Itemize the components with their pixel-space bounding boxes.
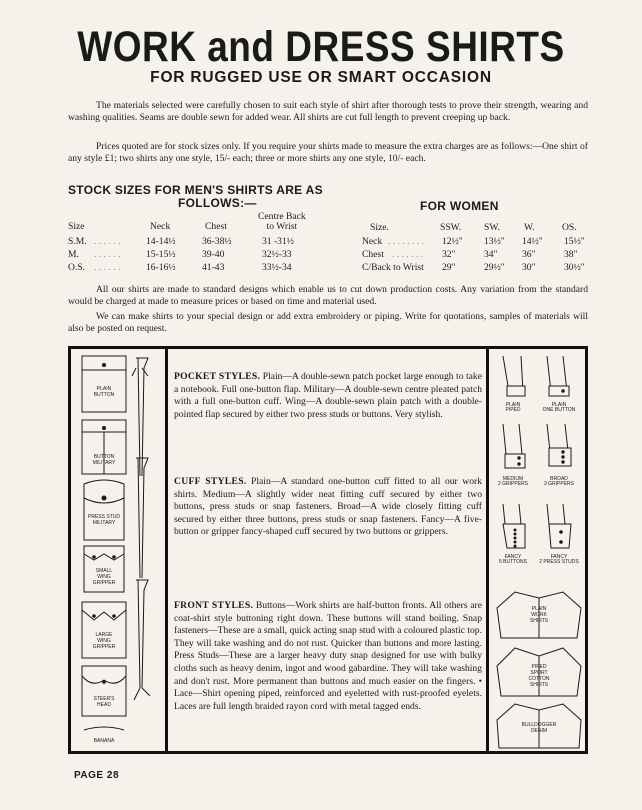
steers-head-pocket-drawing (82, 666, 126, 716)
label-small-wing-1: SMALL (95, 568, 113, 574)
intro-paragraph-2: Prices quoted are for stock sizes only. If you require your shirts made to measure the extra charges are as follows:—One shirt of any style £1; two shirts any one style, 15/- each; three or more shirts any one style, 10/- each. (68, 141, 588, 165)
note-special-design (68, 311, 588, 336)
women-row-chest-w: 36" (522, 249, 536, 260)
front-styles-title: FRONT STYLES. (174, 600, 254, 611)
women-row-neck-ssw: 12½" (442, 236, 463, 247)
women-col-sw: SW. (484, 222, 500, 233)
women-row-chest-label: Chest (362, 249, 384, 260)
pocket-styles-text: Plain—A double-sewn patch pocket large enough to take a notebook. Full one-button flap. Military—A double-sewn centre pleated patch with a full one-button cuff. Wing—A double-sewn plain patch with a double-pointed flap secured by either two press studs or buttons. Very stylish. (174, 371, 482, 420)
men-row-sm-size: S.M. (68, 236, 87, 247)
women-col-os: OS. (562, 222, 577, 233)
men-row-os-chest: 41-43 (202, 262, 225, 273)
plain-button-pocket-drawing (82, 356, 126, 412)
label-piped-sport-1: PIPED (531, 664, 547, 670)
men-heading-line-2: FOLLOWS:— (178, 196, 257, 210)
label-piped-sport-2: SPORT (530, 670, 548, 676)
label-bulldogger-2: DENIM (530, 728, 548, 734)
cuff-styles-section (174, 476, 482, 539)
label-steers-2: HEAD (97, 702, 111, 708)
women-col-size: Size. (370, 222, 389, 233)
men-row-m-neck: 15-15½ (146, 249, 176, 260)
label-plain-piped-1: PLAIN (505, 402, 521, 408)
men-row-sm-neck: 14-14½ (146, 236, 176, 247)
cuff-styles-title: CUFF STYLES. (174, 476, 247, 487)
women-row-neck-sw: 13½" (484, 236, 505, 247)
women-row-back-sw: 29½" (484, 262, 505, 273)
women-row-back-ssw: 29" (442, 262, 456, 273)
men-heading-line-1: STOCK SIZES FOR MEN'S SHIRTS ARE AS (68, 183, 323, 197)
women-size-table: Size. SSW. SW. W. OS. Neck . . . . . . . . 12½" 13½" 14½" 15½" Chest . . . . . . . 32" 34" 36" 38" C/Back to Wrist 29" 29½" 30" 30½" (362, 222, 585, 273)
women-sizes-heading: FOR WOMEN (420, 199, 499, 213)
women-row-chest-os: 38" (564, 249, 578, 260)
intro-materials (68, 100, 588, 125)
men-col-neck: Neck (150, 221, 171, 232)
women-row-neck-label: Neck (362, 236, 383, 247)
note-paragraph-2: We can make shirts to your special design or add extra embroidery or piping. Write for quotations, samples of materials will also be posted on request. (68, 311, 588, 335)
intro-prices (68, 141, 588, 166)
label-steers-1: STEER'S (93, 696, 115, 702)
label-press-stud-1: PRESS STUD (88, 514, 120, 520)
pocket-drawings (70, 348, 165, 752)
men-row-m-chest: 39-40 (202, 249, 225, 260)
men-col-size: Size (68, 221, 85, 232)
label-fancy5-2: 5 BUTTONS (499, 559, 527, 565)
women-row-back-w: 30" (522, 262, 536, 273)
label-small-wing-2: WING (97, 574, 111, 580)
label-plain-piped-2: PIPED (505, 407, 521, 413)
label-large-wing-3: GRIPPER (92, 644, 116, 650)
label-plain-one-button-2: ONE BUTTON (542, 407, 576, 413)
label-fancy2-1: FANCY (550, 554, 568, 560)
label-bulldogger-1: BULLDOGGER (521, 722, 557, 728)
intro-paragraph-1: The materials selected were carefully chosen to suit each style of shirt after thorough tests to prove their strength, wearing and washing qualities. Seams are double sewn for added wear. All shirts are cut full length to prevent creeping up back. (68, 100, 588, 124)
front-styles-section (174, 600, 482, 713)
label-button: BUTTON (93, 392, 115, 398)
cuff-styles-text: Plain—A standard one-button cuff fitted to all our work shirts. Medium—A slightly wider neat fitting cuff secured by either two buttons, press studs or snap fasteners. Broad—A wide closely fitting cuff secured by either three buttons, press studs or snap fasteners. Fancy—A five-button or gripper fancy-shaped cuff secured by two buttons or grippers. (174, 476, 482, 538)
banana-pocket-drawing (84, 727, 124, 730)
press-stud-military-pocket-drawing (84, 480, 124, 540)
note-standard-designs (68, 284, 588, 309)
label-plain-work-2: WORK (531, 612, 547, 618)
label-plain-one-button-1: PLAIN (551, 402, 567, 408)
women-row-back-os: 30½" (564, 262, 585, 273)
label-broad-1: BROAD (550, 476, 568, 482)
men-row-m-size: M. (68, 249, 79, 260)
page-subtitle: FOR RUGGED USE OR SMART OCCASION (150, 69, 492, 86)
label-piped-sport-4: SHIRTS (529, 682, 549, 688)
pocket-styles-title: POCKET STYLES. (174, 371, 261, 382)
label-broad-2: 3 GRIPPERS (543, 481, 575, 487)
note-paragraph-1: All our shirts are made to standard designs which enable us to cut down production costs. Any variation from the standard would be charged at made to measure prices or based on time and material used. (68, 284, 588, 308)
cuff-front-illustrations (486, 348, 589, 752)
label-banana: BANANA (93, 738, 115, 744)
label-large-wing-2: WING (97, 638, 111, 644)
page-title: WORK and DRESS SHIRTS (77, 22, 565, 71)
cuff-front-drawings (489, 348, 589, 752)
label-piped-sport-3: COTTON (528, 676, 550, 682)
men-size-table: Size Neck Chest Centre Back to Wrist S.M. . . . . . . 14-14½ 36-38½ 31 -31½ M. . . . . . . 15-15½ 39-40 32½-33 O.S. . . . . . . 16-16½ 41-43 33½-34 (68, 211, 306, 273)
women-row-chest-sw: 34" (484, 249, 498, 260)
label-large-wing-1: LARGE (95, 632, 113, 638)
front-styles-text: Buttons—Work shirts are half-button fronts. All others are coat-shirt style buttoning right down. These buttons will stand boiling. Snap fasteners—These are a small, quick acting snap stud with a coloured plastic top. They will take washing and do not rust. Quicker than buttons and more lasting. Press Studs—These are a larger heavy duty snap designed for use with bulky cloths such as heavy denim, ingot and wood gabardine. They will take washing and don't rust. More permanent than buttons and much easier on the fingers. • Lace—Shirt opening piped, reinforced and eyeletted with rust-proofed eyelets. Laces are full length braided rayon cord with metal tagged ends. (174, 600, 482, 712)
men-sizes-heading (68, 184, 323, 210)
label-medium-1: MEDIUM (502, 476, 524, 482)
women-row-neck-w: 14½" (522, 236, 543, 247)
men-row-m-back: 32½-33 (262, 249, 292, 260)
label-button-military-2: MILITARY (92, 460, 116, 466)
label-small-wing-3: GRIPPER (92, 580, 116, 586)
label-press-stud-2: MILITARY (92, 520, 116, 526)
women-row-chest-ssw: 32" (442, 249, 456, 260)
women-col-ssw: SSW. (440, 222, 462, 233)
men-row-os-neck: 16-16½ (146, 262, 176, 273)
page-number: PAGE 28 (74, 770, 119, 781)
label-button-military-1: BUTTON (93, 454, 115, 460)
label-plain-work-3: SHIRTS (529, 618, 549, 624)
men-row-sm-back: 31 -31½ (262, 236, 294, 247)
women-row-neck-os: 15½" (564, 236, 585, 247)
men-row-sm-chest: 36-38½ (202, 236, 232, 247)
men-col-chest: Chest (205, 221, 227, 232)
label-fancy2-2: 2 PRESS STUDS (539, 559, 579, 565)
pocket-styles-section (174, 371, 482, 421)
label-plain: PLAIN (96, 386, 112, 392)
women-row-back-label: C/Back to Wrist (362, 262, 424, 273)
men-row-os-back: 33½-34 (262, 262, 292, 273)
label-plain-work-1: PLAIN (531, 606, 547, 612)
label-fancy5-1: FANCY (504, 554, 522, 560)
label-medium-2: 2 GRIPPERS (497, 481, 529, 487)
pocket-illustrations (70, 348, 168, 752)
men-row-os-size: O.S. (68, 262, 86, 273)
women-col-w: W. (524, 222, 535, 233)
men-col-back: Centre Back to Wrist (258, 211, 306, 232)
